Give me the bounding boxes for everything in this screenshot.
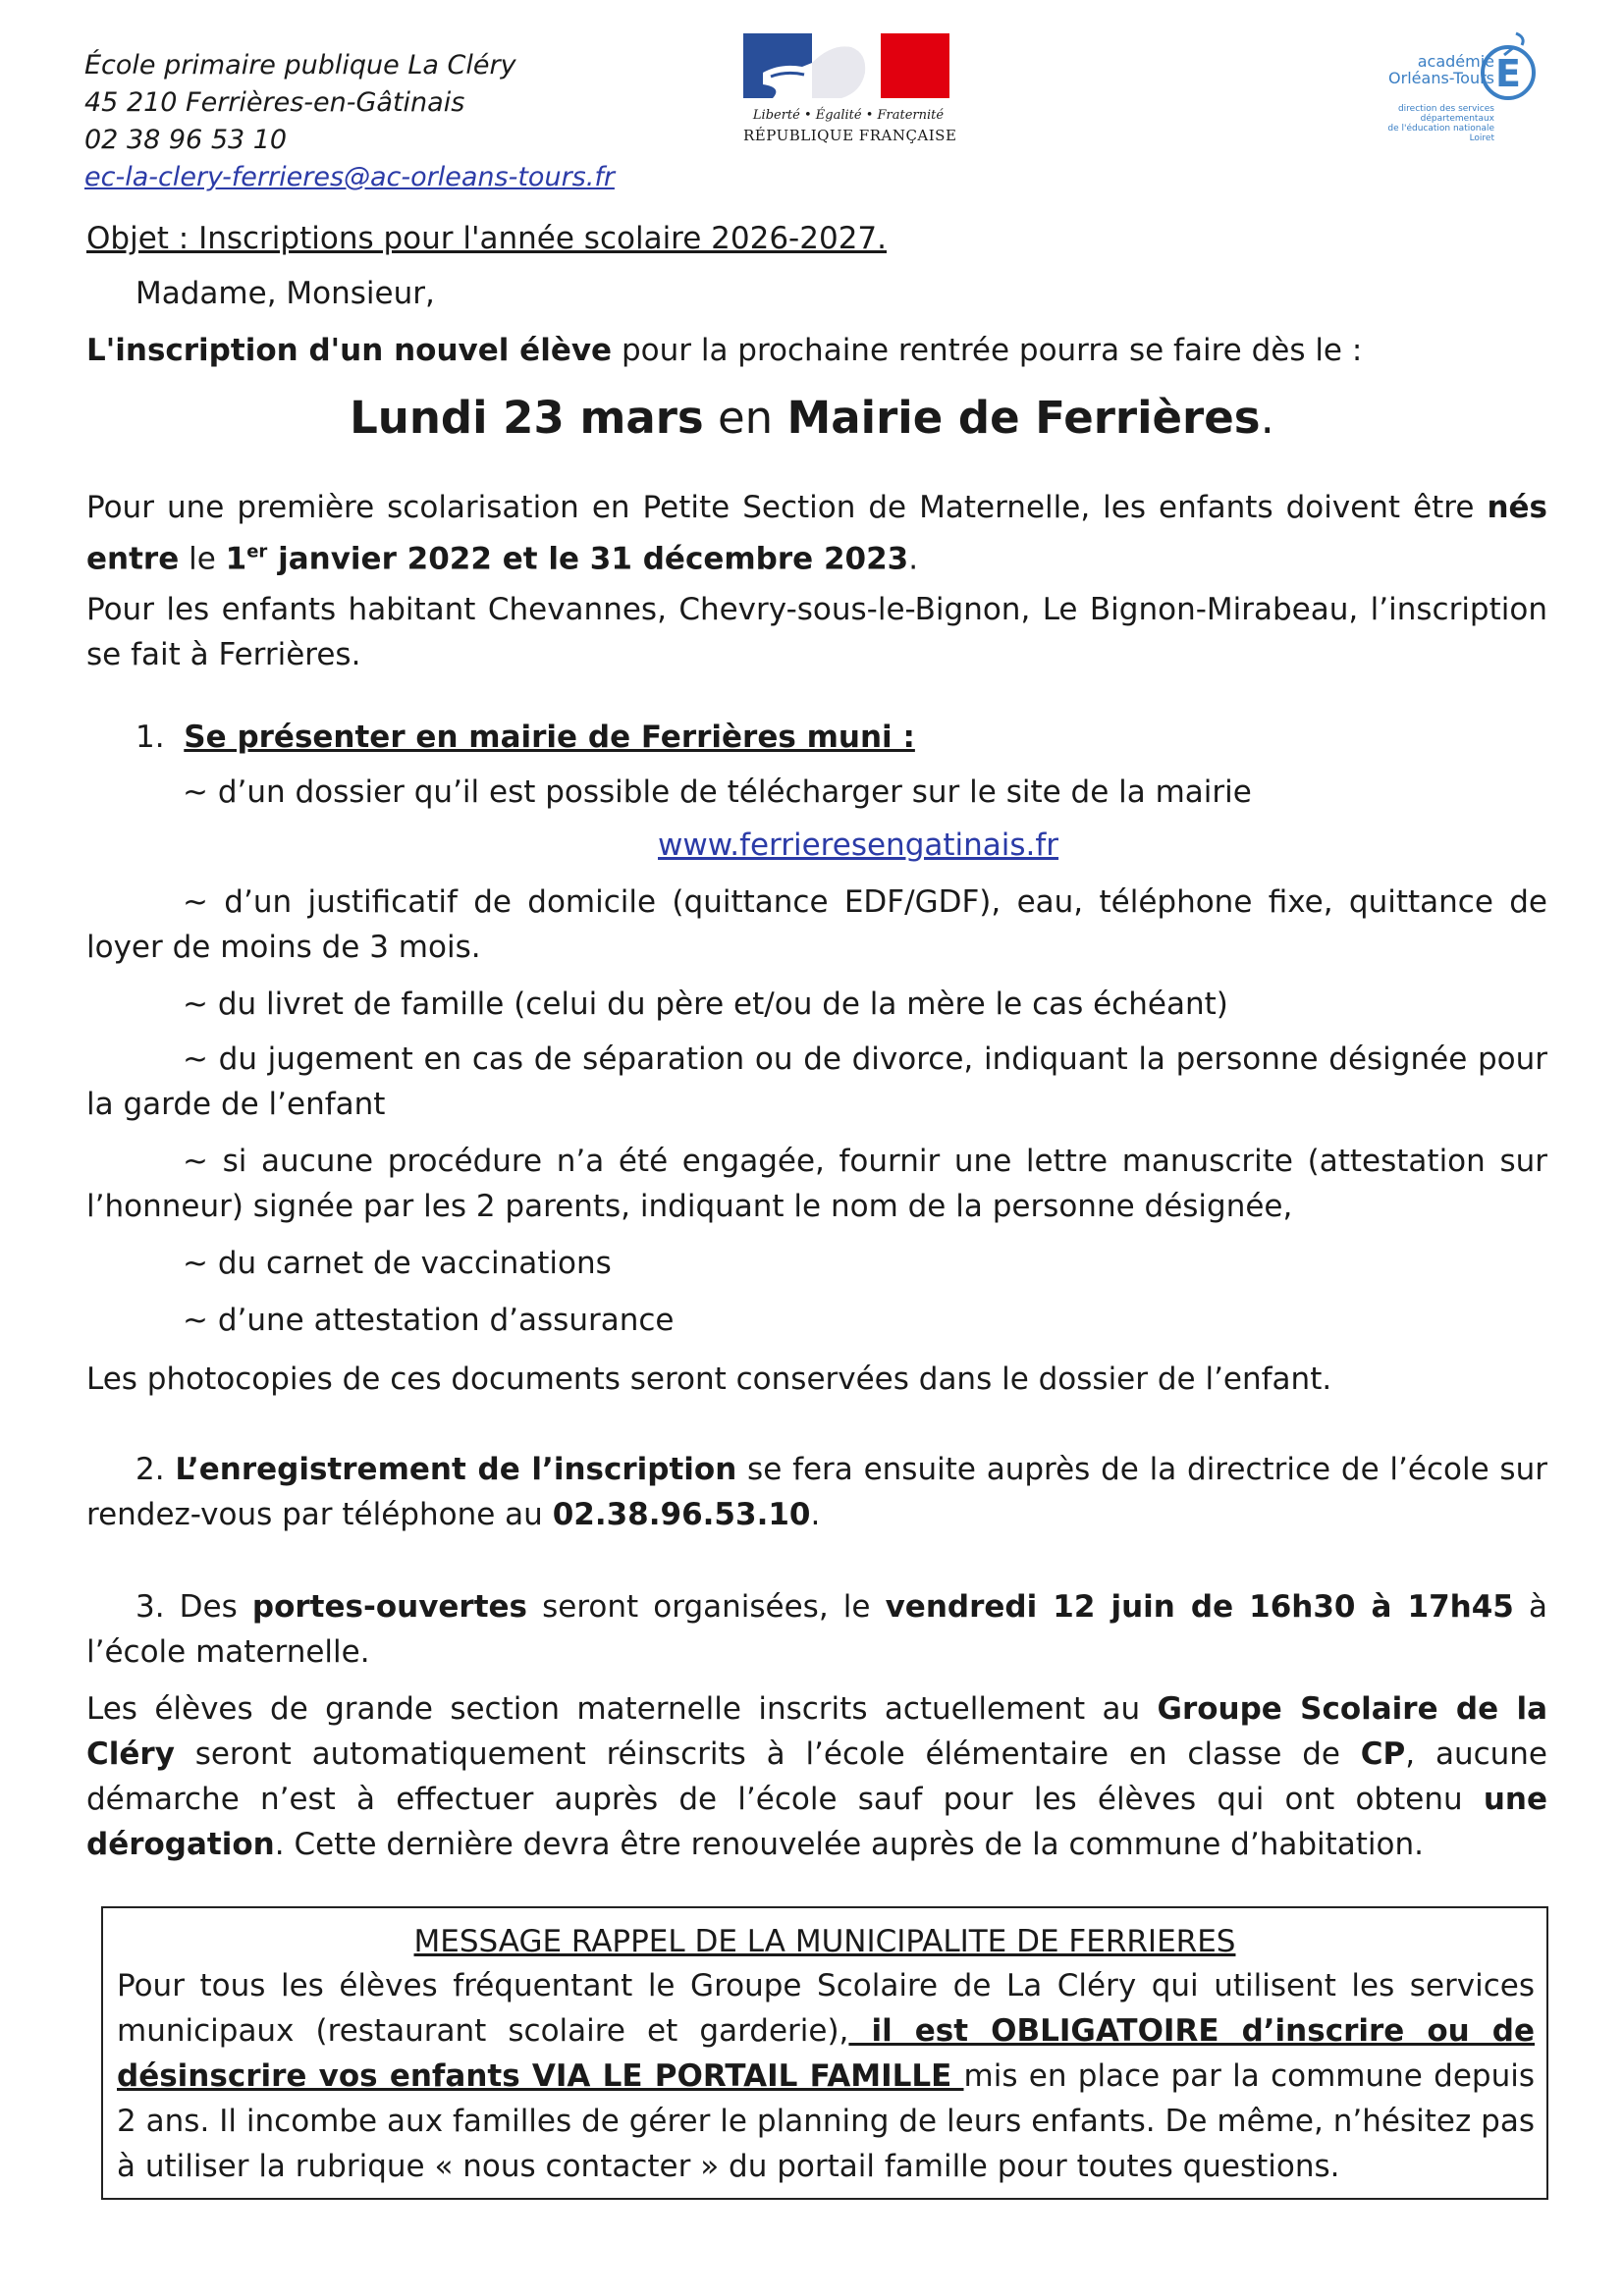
school-address: 45 210 Ferrières-en-Gâtinais bbox=[84, 87, 465, 118]
letter-subject: Objet : Inscriptions pour l'année scolaire 2026-2027. bbox=[86, 221, 887, 256]
academy-e-emblem-icon bbox=[1479, 31, 1540, 110]
item-jugement: ~ du jugement en cas de séparation ou de divorce, indiquant la personne désignée pour la garde de l’enfant bbox=[86, 1041, 1547, 1122]
date-connector: en bbox=[703, 392, 787, 444]
school-phone: 02 38 96 53 10 bbox=[84, 125, 288, 155]
academy-line1: académie bbox=[1417, 52, 1494, 71]
school-email-link[interactable]: ec-la-clery-ferrieres@ac-orleans-tours.fr bbox=[84, 162, 615, 192]
notice-text: Pour tous les élèves fréquentant le Groupe Scolaire de La Cléry qui utilisent les services municipaux (restaurant scolaire et garderie), il est OBLIGATOIRE d’inscrire ou de désinscrire vos enfants VIA LE PORTAIL FAMILLE mis en place par la commune depuis 2 ans. Il incombe aux familles de gérer le planning de leurs enfants. De même, n’hésitez pas à utiliser la rubrique « nous contacter » du portail famille pour toutes questions. bbox=[117, 1968, 1535, 2184]
municipal-notice-box bbox=[101, 1906, 1548, 2200]
step1-heading: 1. Se présenter en mairie de Ferrières muni : bbox=[135, 720, 915, 755]
item-dossier: ~ d’un dossier qu’il est possible de télécharger sur le site de la mairie bbox=[183, 774, 1252, 810]
item-justificatif: ~ d’un justificatif de domicile (quittance EDF/GDF), eau, téléphone fixe, quittance de loyer de moins de 3 mois. bbox=[86, 884, 1547, 965]
paragraph-petite-section: Pour une première scolarisation en Petite Section de Maternelle, les enfants doivent être nés entre le 1er janvier 2022 et le 31 décembre 2023. bbox=[86, 490, 1547, 577]
republic-motto: Liberté • Égalité • Fraternité bbox=[752, 108, 945, 123]
republic-name: RÉPUBLIQUE FRANÇAISE bbox=[743, 127, 957, 144]
item-assurance: ~ d’une attestation d’assurance bbox=[183, 1303, 675, 1338]
item-procedure: ~ si aucune procédure n’a été engagée, fournir une lettre manuscrite (attestation sur l’honneur) signée par les 2 parents, indiquant le nom de la personne désignée, bbox=[86, 1144, 1547, 1224]
svg-text:E: E bbox=[1495, 52, 1521, 95]
registration-date-heading bbox=[0, 389, 1624, 448]
academy-sub1: direction des services bbox=[1397, 104, 1494, 114]
school-name: École primaire publique La Cléry bbox=[84, 50, 516, 80]
photocopies-note: Les photocopies de ces documents seront conservées dans le dossier de l’enfant. bbox=[86, 1362, 1332, 1397]
tricolor-flag-icon bbox=[743, 33, 949, 98]
republique-francaise-logo bbox=[743, 33, 957, 144]
intro-rest: pour la prochaine rentrée pourra se faire dès le : bbox=[612, 333, 1363, 368]
date-bold: Lundi 23 mars bbox=[350, 392, 704, 444]
intro-bold: L'inscription d'un nouvel élève bbox=[86, 333, 613, 368]
paragraph-villages: Pour les enfants habitant Chevannes, Chevry-sous-le-Bignon, Le Bignon-Mirabeau, l’inscription se fait à Ferrières. bbox=[86, 592, 1547, 672]
date-period: . bbox=[1260, 392, 1274, 444]
item-livret: ~ du livret de famille (celui du père et/ou de la mère le cas échéant) bbox=[183, 987, 1228, 1022]
intro-line bbox=[86, 328, 1362, 373]
step3-paragraph: 3. Des portes-ouvertes seront organisées, le vendredi 12 juin de 16h30 à 17h45 à l’école maternelle. bbox=[86, 1589, 1547, 1670]
step2-paragraph: 2. L’enregistrement de l’inscription se fera ensuite auprès de la directrice de l’école sur rendez-vous par téléphone au 02.38.96.53.10. bbox=[86, 1452, 1547, 1532]
grande-section-paragraph: Les élèves de grande section maternelle inscrits actuellement au Groupe Scolaire de la Cléry seront automatiquement réinscrits à l’école élémentaire en classe de CP, aucune démarche n’est à effectuer auprès de l’école sauf pour les élèves qui ont obtenu une dérogation. Cette dernière devra être renouvelée auprès de la commune d’habitation. bbox=[86, 1691, 1547, 1862]
academie-orleans-tours-logo bbox=[1379, 31, 1540, 149]
salutation: Madame, Monsieur, bbox=[135, 276, 435, 311]
school-contact-block bbox=[84, 47, 615, 196]
academy-sub3: de l'éducation nationale bbox=[1387, 124, 1494, 133]
academy-line2: Orléans-Tours bbox=[1388, 69, 1494, 87]
notice-heading: MESSAGE RAPPEL DE LA MUNICIPALITE DE FERRIERES bbox=[413, 1924, 1236, 1959]
item-carnet: ~ du carnet de vaccinations bbox=[183, 1246, 612, 1281]
academy-sub2: départementaux bbox=[1420, 114, 1494, 124]
mairie-website-link[interactable]: www.ferrieresengatinais.fr bbox=[658, 828, 1059, 863]
date-location: Mairie de Ferrières bbox=[786, 392, 1261, 444]
academy-sub4: Loiret bbox=[1469, 133, 1494, 143]
